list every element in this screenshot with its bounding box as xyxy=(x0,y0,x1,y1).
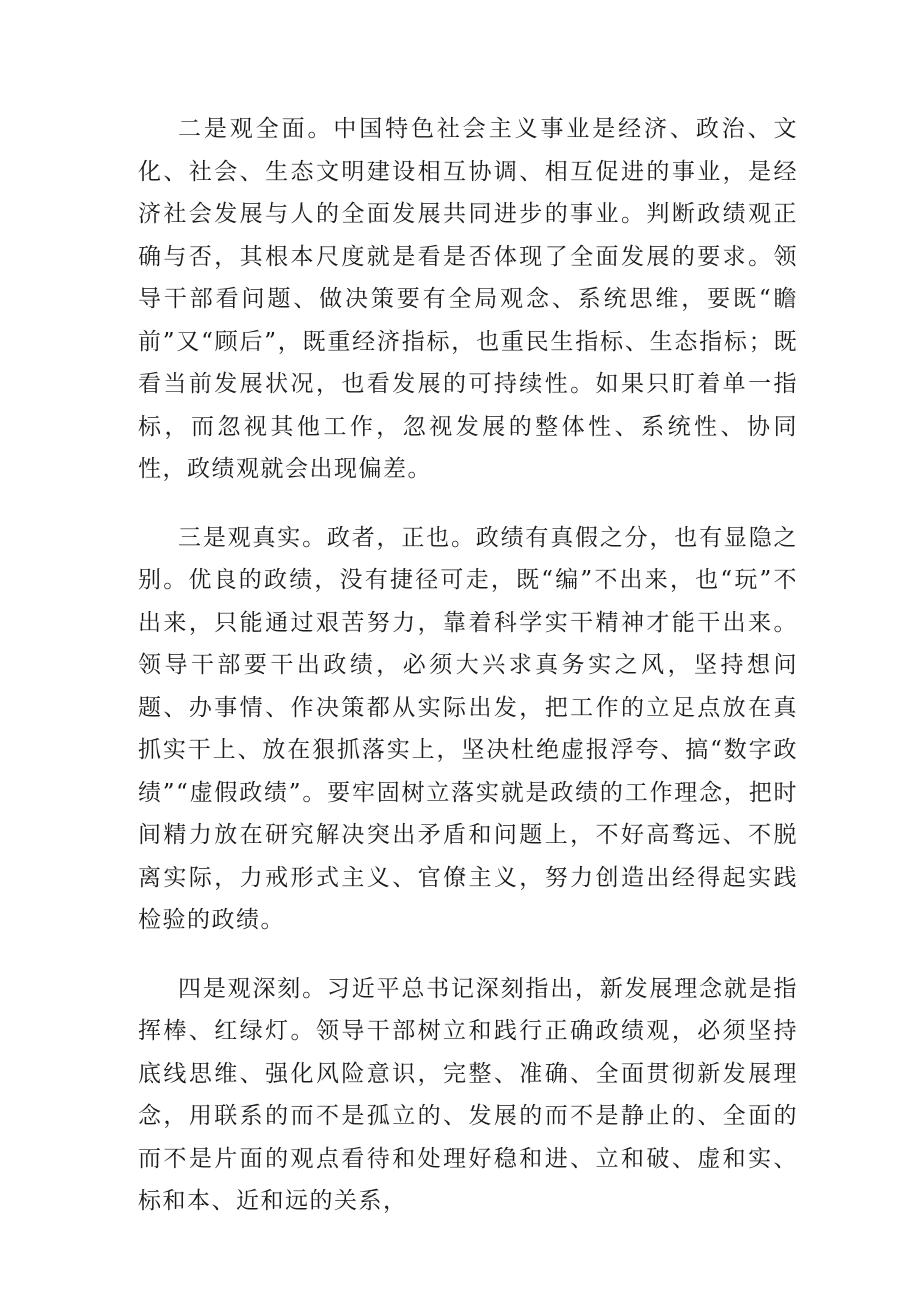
paragraph-comprehensive: 二是观全面。中国特色社会主义事业是经济、政治、文化、社会、生态文明建设相互协调、相互促进的事业，是经济社会发展与人的全面发展共同进步的事业。判断政绩观正确与否，其根本尺度就是看是否体现了全面发展的要求。领导干部看问题、做决策要有全局观念、系统思维，要既“瞻前”又“顾后”，既重经济指标，也重民生指标、生态指标；既看当前发展状况，也看发展的可持续性。如果只盯着单一指标，而忽视其他工作，忽视发展的整体性、系统性、协同性，政绩观就会出现偏差。 xyxy=(138,116,798,482)
document-body xyxy=(138,108,798,1249)
paragraph-authenticity: 三是观真实。政者，正也。政绩有真假之分，也有显隐之别。优良的政绩，没有捷径可走，既“编”不出来，也“玩”不出来，只能通过艰苦努力，靠着科学实干精神才能干出来。领导干部要干出政绩，必须大兴求真务实之风，坚持想问题、办事情、作决策都从实际出发，把工作的立足点放在真抓实干上、放在狠抓落实上，坚决杜绝虚报浮夸、搞“数字政绩”“虚假政绩”。要牢固树立落实就是政绩的工作理念，把时间精力放在研究解决突出矛盾和问题上，不好高骛远、不脱离实际，力戒形式主义、官僚主义，努力创造出经得起实践检验的政绩。 xyxy=(138,524,798,933)
paragraph-depth: 四是观深刻。习近平总书记深刻指出，新发展理念就是指挥棒、红绿灯。领导干部树立和践行正确政绩观，必须坚持底线思维、强化风险意识，完整、准确、全面贯彻新发展理念，用联系的而不是孤立的、发展的而不是静止的、全面的而不是片面的观点看待和处理好稳和进、立和破、虚和实、标和本、近和远的关系， xyxy=(138,975,798,1214)
